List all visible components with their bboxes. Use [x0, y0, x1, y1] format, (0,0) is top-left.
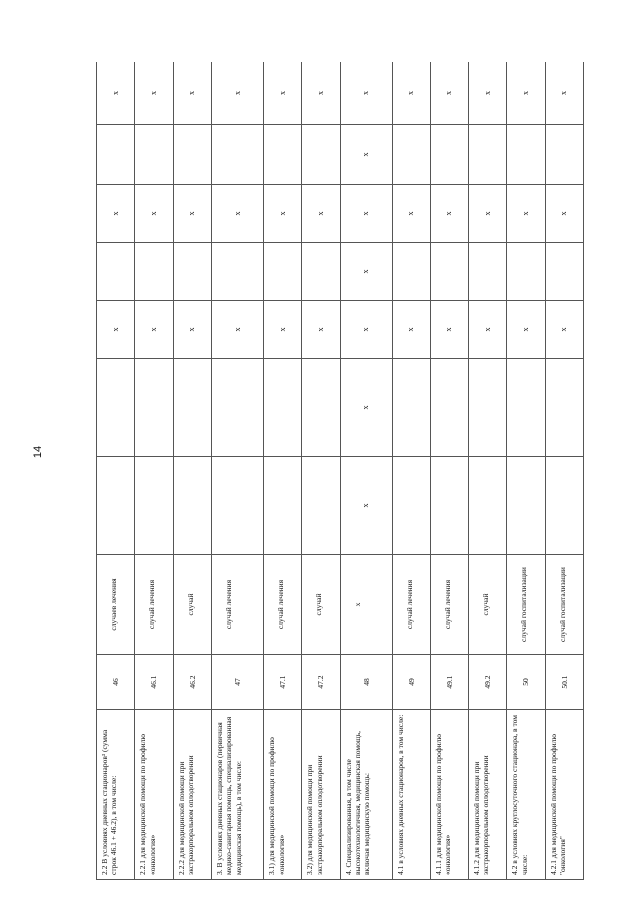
value-cell [264, 359, 302, 457]
value-cell: x [340, 359, 392, 457]
row-description: 4.1.1 для медицинской помощи по профилю «онкология» [430, 710, 468, 880]
table-row [97, 62, 135, 880]
value-cell [545, 457, 583, 555]
row-unit: случай [469, 555, 507, 655]
table-row [392, 62, 430, 880]
value-cell [211, 359, 263, 457]
value-cell: x [211, 301, 263, 359]
row-description: 4. Специализированная, в том числе высокотехнологичная, медицинская помощь, включая медицинскую помощь: [340, 710, 392, 880]
data-table [96, 62, 584, 880]
row-unit: случай лечения [135, 555, 173, 655]
row-unit: случай [173, 555, 211, 655]
table-row [430, 62, 468, 880]
value-cell: x [135, 62, 173, 125]
value-cell: x [302, 301, 340, 359]
value-cell [264, 125, 302, 185]
value-cell: x [469, 185, 507, 243]
value-cell: x [264, 62, 302, 125]
value-cell [545, 359, 583, 457]
table-row [135, 62, 173, 880]
row-description: 2.2.1 для медицинской помощи по профилю «онкология» [135, 710, 173, 880]
row-number: 46.2 [173, 655, 211, 710]
value-cell [302, 243, 340, 301]
value-cell: x [173, 62, 211, 125]
table-row [264, 62, 302, 880]
value-cell [173, 125, 211, 185]
value-cell [97, 125, 135, 185]
row-description: 3.1) для медицинской помощи по профилю «онкология» [264, 710, 302, 880]
row-unit: случай лечения [430, 555, 468, 655]
table-row [340, 62, 392, 880]
value-cell [507, 243, 545, 301]
value-cell: x [545, 185, 583, 243]
value-cell [392, 457, 430, 555]
value-cell [392, 125, 430, 185]
table-row [545, 62, 583, 880]
value-cell: x [264, 185, 302, 243]
value-cell [507, 359, 545, 457]
row-number: 47.2 [302, 655, 340, 710]
value-cell: x [211, 185, 263, 243]
row-description: 4.1 в условиях дневных стационаров, в том числе: [392, 710, 430, 880]
rotated-table-frame [96, 62, 584, 880]
value-cell: x [392, 62, 430, 125]
value-cell: x [173, 301, 211, 359]
value-cell: x [430, 185, 468, 243]
value-cell [430, 243, 468, 301]
value-cell [507, 125, 545, 185]
row-description: 2.2.2 для медицинской помощи при экстракорпоральном оплодотворении [173, 710, 211, 880]
row-unit: случай лечения [211, 555, 263, 655]
value-cell: x [173, 185, 211, 243]
value-cell: x [545, 301, 583, 359]
table-row [507, 62, 545, 880]
value-cell: x [507, 301, 545, 359]
value-cell: x [545, 62, 583, 125]
value-cell [430, 125, 468, 185]
value-cell: x [97, 185, 135, 243]
value-cell [173, 243, 211, 301]
row-description: 4.2 в условиях круглосуточного стационара, в том числе: [507, 710, 545, 880]
row-unit: случай лечения [264, 555, 302, 655]
value-cell [135, 457, 173, 555]
value-cell [97, 457, 135, 555]
value-cell [264, 457, 302, 555]
value-cell: x [469, 301, 507, 359]
value-cell: x [135, 301, 173, 359]
row-description: 3. В условиях дневных стационаров (первичная медико-санитарная помощь, специализированная медицинская помощь), в том числе: [211, 710, 263, 880]
value-cell [430, 457, 468, 555]
value-cell: x [211, 62, 263, 125]
value-cell [302, 359, 340, 457]
value-cell [469, 457, 507, 555]
value-cell [507, 457, 545, 555]
value-cell [302, 125, 340, 185]
row-unit: случай госпитализации [545, 555, 583, 655]
value-cell: x [430, 301, 468, 359]
value-cell [135, 359, 173, 457]
value-cell [211, 243, 263, 301]
value-cell [135, 125, 173, 185]
row-number: 48 [340, 655, 392, 710]
value-cell: x [340, 243, 392, 301]
value-cell: x [469, 62, 507, 125]
value-cell: x [507, 185, 545, 243]
value-cell: x [340, 457, 392, 555]
value-cell [469, 243, 507, 301]
value-cell: x [340, 125, 392, 185]
value-cell [302, 457, 340, 555]
row-number: 46 [97, 655, 135, 710]
row-unit: случаев лечения [97, 555, 135, 655]
row-number: 46.1 [135, 655, 173, 710]
table-container [96, 62, 584, 880]
value-cell: x [340, 62, 392, 125]
value-cell: x [507, 62, 545, 125]
value-cell [545, 243, 583, 301]
value-cell [211, 125, 263, 185]
row-number: 47 [211, 655, 263, 710]
value-cell [173, 457, 211, 555]
value-cell [173, 359, 211, 457]
row-number: 47.1 [264, 655, 302, 710]
row-number: 49.1 [430, 655, 468, 710]
row-unit: случай [302, 555, 340, 655]
row-description: 4.1.2 для медицинской помощи при экстракорпоральном оплодотворении [469, 710, 507, 880]
table-row [469, 62, 507, 880]
value-cell: x [97, 62, 135, 125]
value-cell: x [340, 301, 392, 359]
row-description: 3.2) для медицинской помощи при экстракорпоральном оплодотворении [302, 710, 340, 880]
value-cell: x [392, 185, 430, 243]
value-cell [392, 243, 430, 301]
table-row [173, 62, 211, 880]
row-number: 49 [392, 655, 430, 710]
value-cell [211, 457, 263, 555]
row-unit: случай лечения [392, 555, 430, 655]
value-cell [545, 125, 583, 185]
page-number: 14 [32, 445, 44, 459]
value-cell [97, 359, 135, 457]
value-cell: x [340, 185, 392, 243]
value-cell [97, 243, 135, 301]
row-description: 2.2 В условиях дневных стационаров³ (сумма строк 46.1 + 46.2), в том числе: [97, 710, 135, 880]
value-cell [430, 359, 468, 457]
value-cell: x [135, 185, 173, 243]
row-unit: x [340, 555, 392, 655]
value-cell [392, 359, 430, 457]
row-number: 50.1 [545, 655, 583, 710]
value-cell: x [392, 301, 430, 359]
row-number: 49.2 [469, 655, 507, 710]
value-cell: x [302, 185, 340, 243]
table-row [211, 62, 263, 880]
row-number: 50 [507, 655, 545, 710]
value-cell: x [302, 62, 340, 125]
row-unit: случай госпитализации [507, 555, 545, 655]
value-cell [135, 243, 173, 301]
table-row [302, 62, 340, 880]
value-cell [264, 243, 302, 301]
value-cell [469, 125, 507, 185]
value-cell: x [430, 62, 468, 125]
value-cell [469, 359, 507, 457]
value-cell: x [97, 301, 135, 359]
row-description: 4.2.1 для медицинской помощи по профилю "онкология" [545, 710, 583, 880]
value-cell: x [264, 301, 302, 359]
